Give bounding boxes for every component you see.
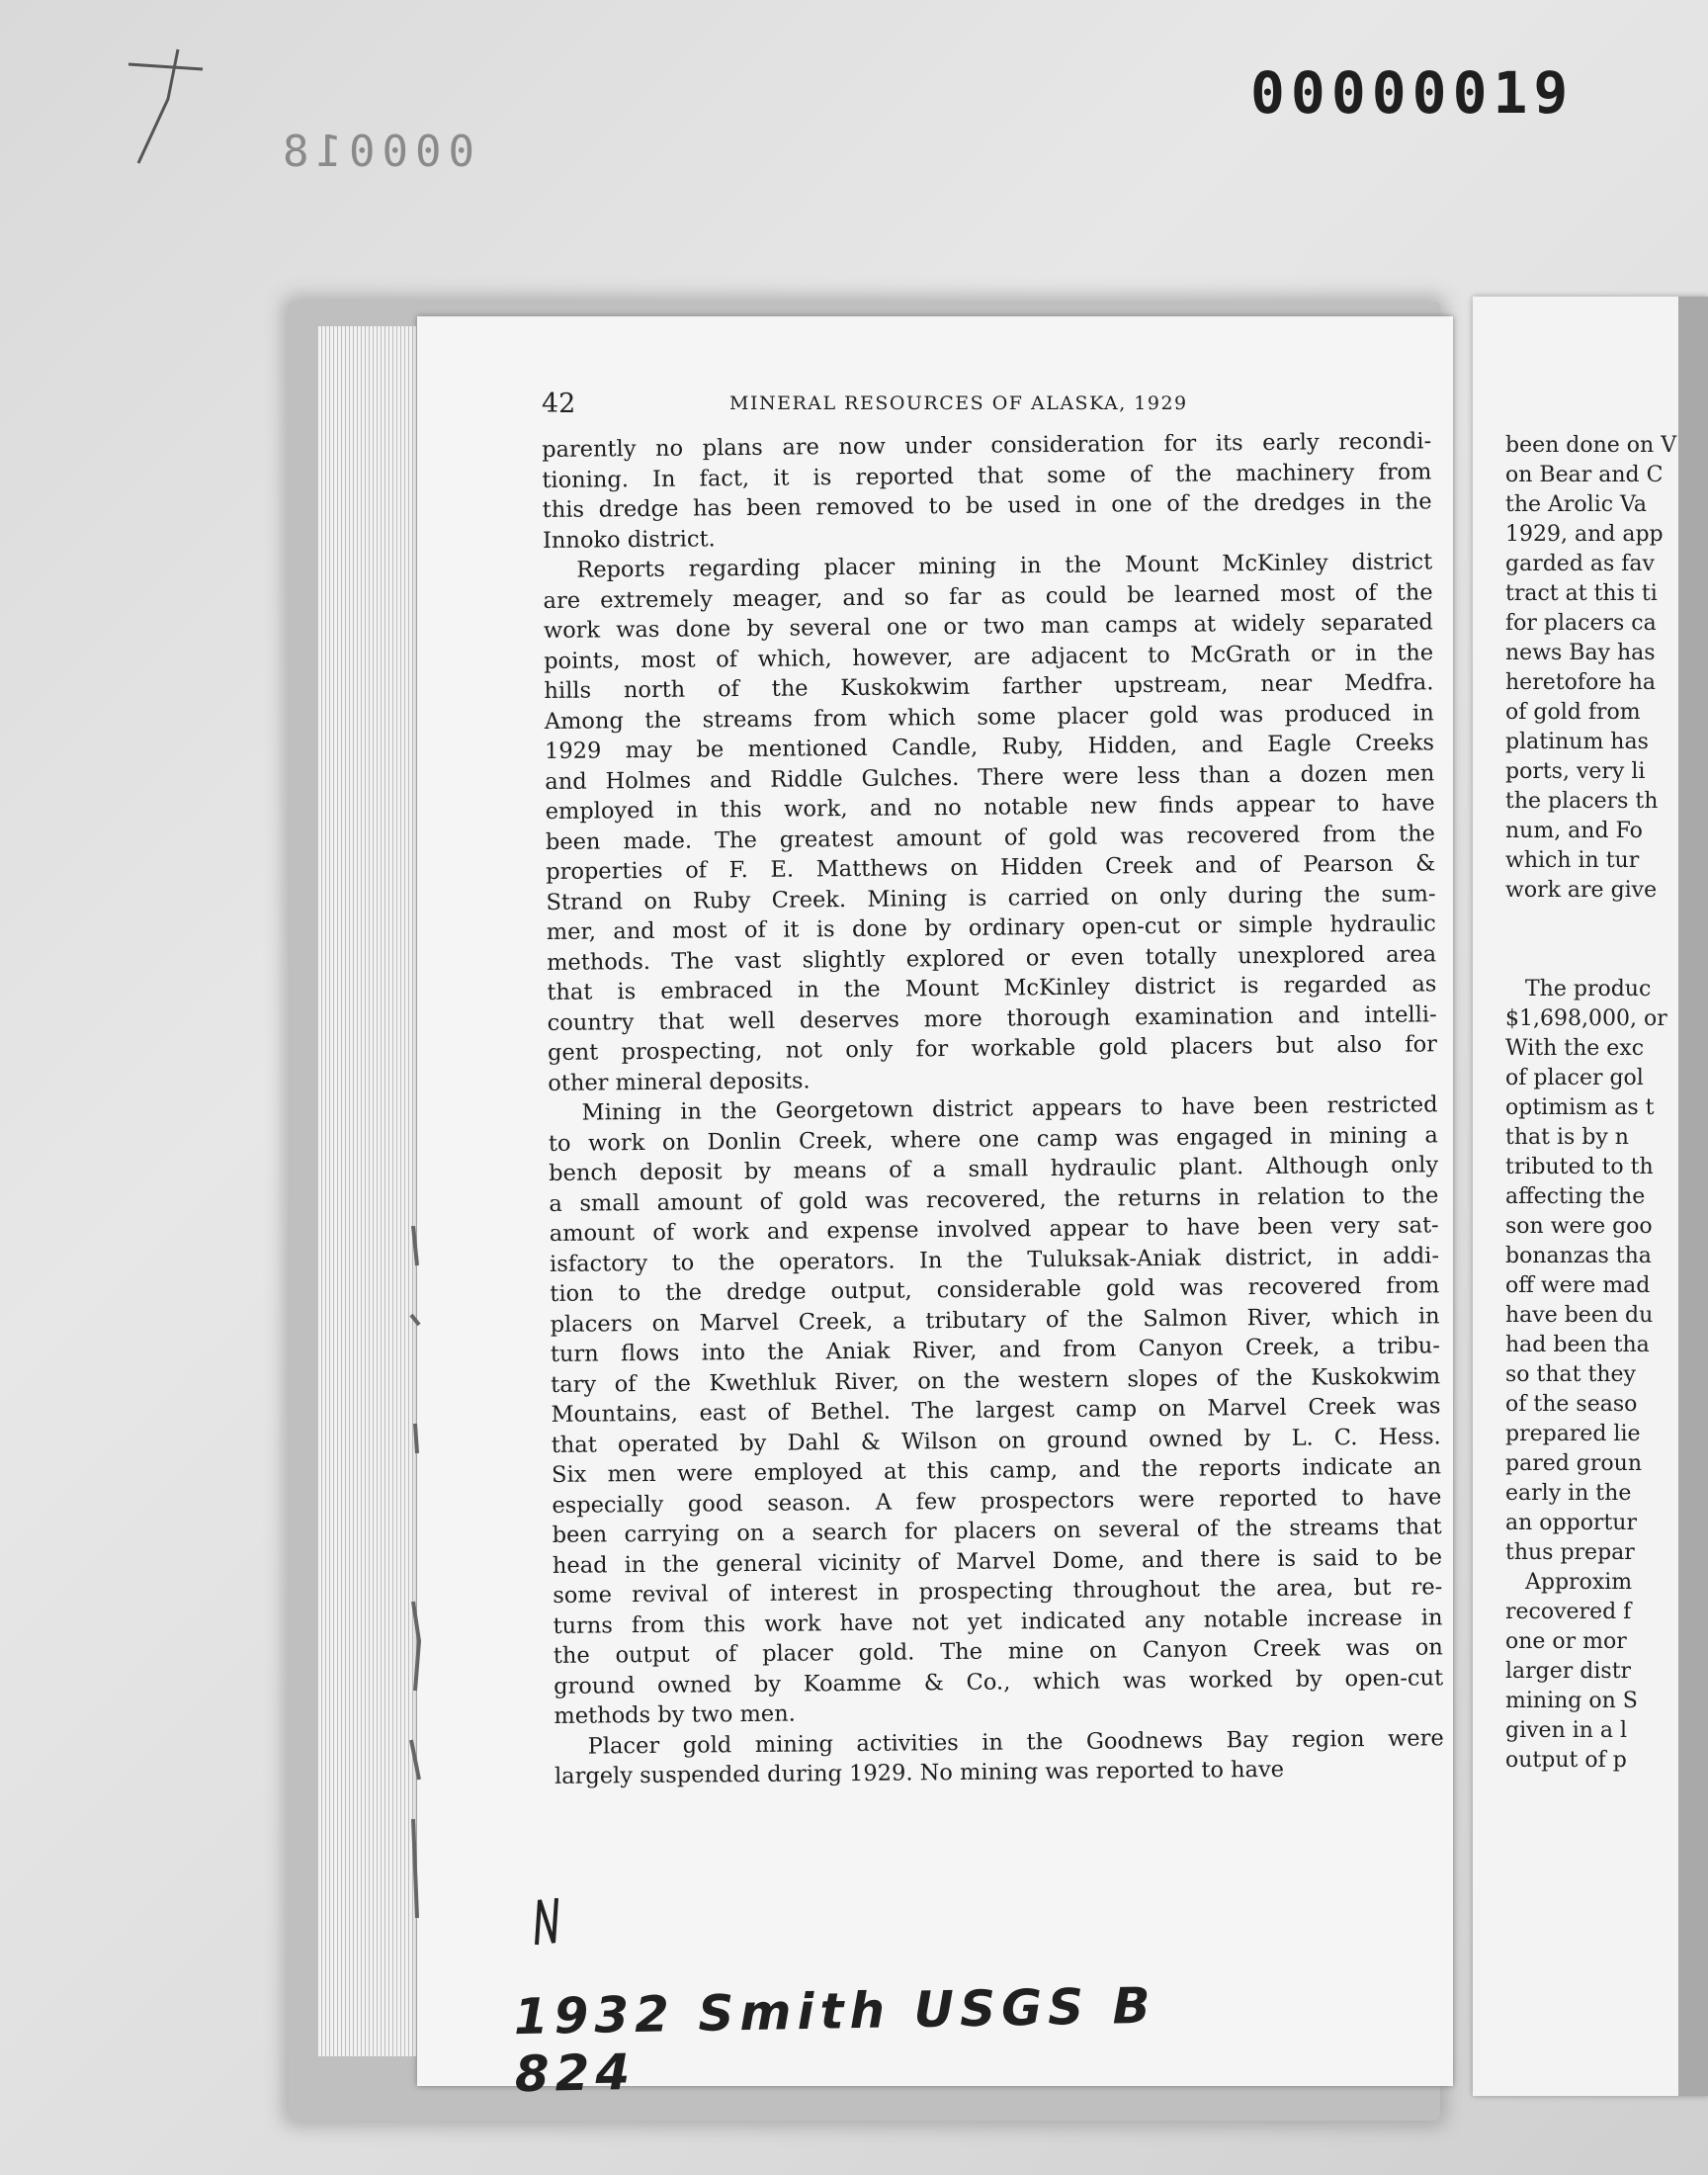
text-line: hills north of the Kuskokwim farther upstream, near Medfra. (544, 669, 1434, 704)
text-line: are extremely meager, and so far as could be learned most of the (543, 578, 1433, 614)
margin-mark (532, 1895, 561, 1950)
text-line: the output of placer gold. The mine on Canyon Creek was on (553, 1634, 1443, 1669)
text-line: Reports regarding placer mining in the Mount McKinley district (576, 549, 1433, 583)
facing-page-line: of the seaso (1505, 1392, 1638, 1417)
facing-page-line: work are give (1505, 878, 1658, 903)
facing-page-line: the placers th (1505, 789, 1659, 814)
facing-page-line: Approxim (1525, 1570, 1633, 1595)
facing-page-line: given in a l (1505, 1718, 1628, 1743)
text-line: bench deposit by means of a small hydraulic plant. Although only (549, 1152, 1439, 1186)
paragraph (543, 547, 1437, 1098)
facing-page-line: mining on S (1505, 1689, 1638, 1713)
facing-page-line: that is by n (1505, 1125, 1629, 1150)
facing-page-line: the Arolic Va (1505, 492, 1648, 517)
text-line: Mining in the Georgetown district appears to have been restricted (581, 1091, 1438, 1126)
text-line: especially good season. A few prospectors were reported to have (552, 1483, 1442, 1519)
facing-page-line: been done on V (1505, 433, 1677, 458)
facing-page-line: had been tha (1505, 1333, 1650, 1357)
facing-page-line: one or mor (1505, 1629, 1627, 1654)
facing-page-line: of placer gol (1505, 1066, 1644, 1090)
paragraph (542, 426, 1432, 556)
text-line: Mountains, east of Bethel. The largest camp on Marvel Creek was (551, 1393, 1441, 1428)
page-number: 42 (542, 389, 576, 419)
bates-stamp-bleedthrough: 000018 (276, 127, 474, 177)
pencil-mark (109, 40, 217, 168)
facing-page-line: bonanzas tha (1505, 1244, 1652, 1268)
text-line: 1929 may be mentioned Candle, Ruby, Hidden, and Eagle Creeks (544, 730, 1435, 764)
text-line: head in the general vicinity of Marvel Dome, and there is said to be (552, 1543, 1443, 1579)
text-line: ground owned by Koamme & Co., which was worked by open-cut (554, 1664, 1444, 1699)
facing-page-line: affecting the (1505, 1184, 1646, 1209)
facing-page-line: larger distr (1505, 1659, 1632, 1684)
text-line: properties of F. E. Matthews on Hidden Creek and of Pearson & (546, 850, 1436, 885)
text-line: been carrying on a search for placers on several of the streams that (552, 1514, 1442, 1548)
facing-page-line: With the exc (1505, 1036, 1645, 1061)
text-line: this dredge has been removed to be used in one of the dredges in the (542, 488, 1432, 523)
text-line: methods. The vast slightly explored or even totally unexplored area (546, 940, 1437, 976)
text-line: Six men were employed at this camp, and the reports indicate an (551, 1453, 1442, 1488)
text-line: Innoko district. (542, 525, 716, 554)
facing-page-line: platinum has (1505, 730, 1649, 754)
text-line: placers on Marvel Creek, a tributary of the Salmon River, which in (550, 1302, 1440, 1338)
text-line: some revival of interest in prospecting throughout the area, but re- (553, 1574, 1443, 1609)
page-header (542, 389, 1234, 428)
facing-page-line: The produc (1525, 977, 1652, 1001)
text-line: other mineral deposits. (548, 1067, 811, 1096)
text-line: to work on Donlin Creek, where one camp was engaged in mining a (548, 1121, 1438, 1157)
facing-page-line: optimism as t (1505, 1095, 1655, 1120)
text-line: and Holmes and Riddle Gulches. There were less than a dozen men (545, 759, 1435, 795)
text-line: Placer gold mining activities in the Goodnews Bay region were (587, 1724, 1444, 1760)
facing-page-line: for placers ca (1505, 611, 1657, 636)
text-line: tioning. In fact, it is reported that some of the machinery from (542, 458, 1432, 493)
text-line: Among the streams from which some placer gold was produced in (544, 699, 1434, 735)
facing-page-line: output of p (1505, 1748, 1627, 1773)
facing-page-line: early in the (1505, 1481, 1632, 1506)
text-line: employed in this work, and no notable new finds appear to have (545, 790, 1435, 825)
text-line: been made. The greatest amount of gold was recovered from the (545, 820, 1436, 855)
facing-page-line: prepared lie (1505, 1422, 1641, 1446)
facing-page-text (1505, 431, 1708, 1776)
facing-page-line: an opportur (1505, 1511, 1637, 1535)
facing-page-line: thus prepar (1505, 1540, 1635, 1565)
body-text (542, 426, 1444, 1791)
facing-page-line: have been du (1505, 1303, 1654, 1328)
facing-page-line: garded as fav (1505, 552, 1655, 576)
text-line: work was done by several one or two man camps at widely separated (543, 609, 1433, 644)
text-line: parently no plans are now under consideration for its early recondi- (542, 428, 1432, 463)
handwritten-note: 1932 Smith USGS B 824 (513, 1976, 1157, 2104)
facing-page-line: heretofore ha (1505, 670, 1657, 695)
facing-page-line: so that they (1505, 1362, 1636, 1387)
facing-page-line: news Bay has (1505, 641, 1656, 665)
text-line: largely suspended during 1929. No mining was reported to have (554, 1756, 1285, 1789)
text-line: Strand on Ruby Creek. Mining is carried on only during the sum- (546, 880, 1436, 915)
text-line: a small amount of gold was recovered, the returns in relation to the (549, 1181, 1439, 1217)
text-line: points, most of which, however, are adjacent to McGrath or in the (544, 639, 1434, 674)
facing-page-line: ports, very li (1505, 759, 1646, 784)
paragraph (555, 1723, 1445, 1792)
text-line: tion to the dredge output, considerable gold was recovered from (550, 1272, 1440, 1307)
text-line: methods by two men. (554, 1700, 796, 1729)
facing-page-line: $1,698,000, or (1505, 1006, 1667, 1031)
facing-page-line: recovered f (1505, 1600, 1632, 1624)
facing-page-line: which in tur (1505, 848, 1640, 873)
text-line: gent prospecting, not only for workable gold placers but also for (547, 1031, 1438, 1066)
text-line: amount of work and expense involved appear to have been very sat- (549, 1212, 1439, 1247)
text-line: that is embraced in the Mount McKinley district is regarded as (547, 971, 1437, 1005)
facing-page-line: tributed to th (1505, 1155, 1654, 1179)
text-line: mer, and most of it is done by ordinary open-cut or simple hydraulic (546, 911, 1436, 945)
text-line: that operated by Dahl & Wilson on ground owned by L. C. Hess. (551, 1423, 1441, 1458)
facing-page-line: 1929, and app (1505, 522, 1664, 547)
facing-page-line: num, and Fo (1505, 819, 1643, 843)
facing-page-line: off were mad (1505, 1273, 1651, 1298)
bates-stamp: 00000019 (1250, 59, 1575, 127)
paragraph (548, 1089, 1443, 1731)
facing-page-line: on Bear and C (1505, 463, 1664, 487)
text-line: turns from this work have not yet indicated any notable increase in (553, 1604, 1443, 1639)
facing-page-line: of gold from (1505, 700, 1641, 725)
text-line: isfactory to the operators. In the Tuluksak-Aniak district, in addi- (549, 1242, 1440, 1277)
facing-page-line: pared groun (1505, 1451, 1642, 1476)
text-line: country that well deserves more thorough examination and intelli- (547, 1000, 1437, 1036)
facing-page-line: son were goo (1505, 1214, 1653, 1239)
text-line: turn flows into the Aniak River, and from Canyon Creek, a tribu- (550, 1333, 1441, 1367)
spine-marks (405, 1226, 435, 1918)
text-line: tary of the Kwethluk River, on the western slopes of the Kuskokwim (551, 1362, 1441, 1398)
facing-page-line: tract at this ti (1505, 581, 1658, 606)
running-head: MINERAL RESOURCES OF ALASKA, 1929 (729, 392, 1188, 414)
